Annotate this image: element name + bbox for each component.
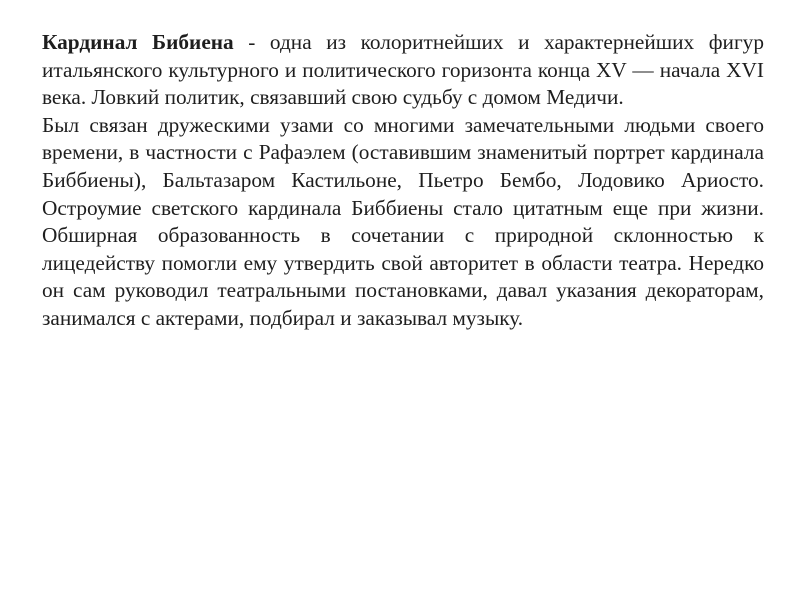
slide-text-block — [42, 29, 764, 333]
paragraph-intro-text: - одна из колоритнейших и характернейших фигур итальянского культурного и политического горизонта конца XV — начала XVI века. Ловкий политик, связавший свою судьбу с домом Медичи. — [42, 30, 764, 110]
paragraph-biography: Был связан дружескими узами со многими замечательными людьми своего времени, в частности с Рафаэлем (оставившим знаменитый портрет кардинала Биббиены), Бальтазаром Кастильоне, Пьетро Бембо, Лодовико Ариосто. Остроумие светского кардинала Биббиены стало цитатным еще при жизни. Обширная образованность в сочетании с природной склонностью к лицедейству помогли ему утвердить свой авторитет в области театра. Нередко он сам руководил театральными постановками, давал указания декораторам, занимался с актерами, подбирал и заказывал музыку. — [42, 112, 764, 330]
paragraph-intro — [42, 29, 764, 112]
lead-term: Кардинал Бибиена — [42, 30, 234, 54]
